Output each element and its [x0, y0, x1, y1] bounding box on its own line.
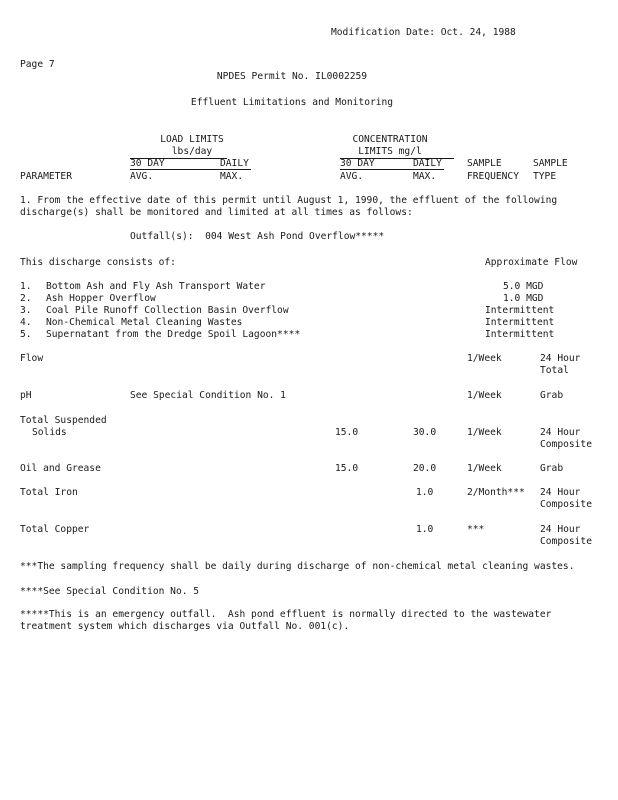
load-avg-subheader: AVG.	[130, 171, 154, 182]
parameter-name-line-2: Solids	[32, 427, 67, 438]
concentration-header: CONCENTRATION	[352, 134, 428, 145]
conc-avg-value: 15.0	[335, 463, 359, 474]
sample-type: 24 Hour	[540, 427, 581, 438]
sample-type: 24 Hour	[540, 353, 581, 364]
component-flow: Intermittent	[485, 317, 555, 328]
load-subheader-underline	[130, 169, 251, 170]
parameter-name: Flow	[20, 353, 44, 364]
sample-type-line-2: Total	[540, 365, 569, 376]
component-number: 4.	[20, 317, 32, 328]
component-name: Coal Pile Runoff Collection Basin Overflow	[46, 305, 289, 316]
load-max-subheader: MAX.	[220, 171, 244, 182]
component-flow: Intermittent	[485, 329, 555, 340]
footnote-emergency-outfall: *****This is an emergency outfall. Ash pond effluent is normally directed to the wastewater	[20, 609, 552, 620]
load-max-header: DAILY	[220, 158, 249, 169]
footnote-special-condition: ****See Special Condition No. 5	[20, 586, 200, 597]
concentration-units: LIMITS mg/l	[358, 146, 422, 157]
component-flow: Intermittent	[485, 305, 555, 316]
parameter-name: Total Copper	[20, 524, 90, 535]
component-flow: 5.0 MGD	[503, 281, 544, 292]
sample-frequency: 1/Week	[467, 353, 502, 364]
load-units: lbs/day	[171, 146, 213, 157]
sample-frequency: 1/Week	[467, 390, 502, 401]
conc-max-value: 1.0	[416, 524, 434, 535]
parameter-header: PARAMETER	[20, 171, 72, 182]
conc-max-value: 20.0	[413, 463, 437, 474]
conc-max-value: 30.0	[413, 427, 437, 438]
load-limits-header: LOAD LIMITS	[160, 134, 224, 145]
component-number: 2.	[20, 293, 32, 304]
approx-flow-heading: Approximate Flow	[485, 257, 578, 268]
modification-date: Modification Date: Oct. 24, 1988	[331, 27, 516, 38]
discharge-heading: This discharge consists of:	[20, 257, 176, 268]
sample-frequency: ***	[467, 524, 485, 535]
component-number: 1.	[20, 281, 32, 292]
component-number: 3.	[20, 305, 32, 316]
component-name: Ash Hopper Overflow	[46, 293, 156, 304]
intro-line-1: 1. From the effective date of this permit until August 1, 1990, the effluent of the following	[20, 195, 558, 206]
sample-type-line-2: Composite	[540, 536, 592, 547]
component-flow: 1.0 MGD	[503, 293, 544, 304]
sample-frequency: 1/Week	[467, 463, 502, 474]
sample-type: Grab	[540, 390, 564, 401]
component-name: Non-Chemical Metal Cleaning Wastes	[46, 317, 243, 328]
outfall-label: Outfall(s): 004 West Ash Pond Overflow*****	[130, 231, 385, 242]
sample-type: 24 Hour	[540, 524, 581, 535]
sample-type-line-2: Composite	[540, 439, 592, 450]
section-title: Effluent Limitations and Monitoring	[190, 97, 394, 108]
conc-avg-value: 15.0	[335, 427, 359, 438]
sample-type: 24 Hour	[540, 487, 581, 498]
conc-avg-header: 30 DAY	[340, 158, 375, 169]
parameter-name: Oil and Grease	[20, 463, 101, 474]
parameter-name: Total Suspended	[20, 415, 107, 426]
conc-avg-subheader: AVG.	[340, 171, 364, 182]
page-number: Page 7	[20, 59, 55, 70]
parameter-name: pH	[20, 390, 32, 401]
sample-frequency: 1/Week	[467, 427, 502, 438]
sample-type-subheader: TYPE	[533, 171, 557, 182]
sample-type: Grab	[540, 463, 564, 474]
footnote-sampling-frequency: ***The sampling frequency shall be daily during discharge of non-chemical metal cleaning wastes.	[20, 561, 575, 572]
component-name: Bottom Ash and Fly Ash Transport Water	[46, 281, 266, 292]
permit-number: NPDES Permit No. IL0002259	[216, 71, 368, 82]
parameter-name: Total Iron	[20, 487, 78, 498]
component-name: Supernatant from the Dredge Spoil Lagoon****	[46, 329, 301, 340]
parameter-note: See Special Condition No. 1	[130, 390, 286, 401]
component-number: 5.	[20, 329, 32, 340]
sample-frequency-subheader: FREQUENCY	[467, 171, 519, 182]
footnote-emergency-outfall-line-2: treatment system which discharges via Outfall No. 001(c).	[20, 621, 350, 632]
sample-frequency: 2/Month***	[467, 487, 525, 498]
sample-frequency-header: SAMPLE	[467, 158, 502, 169]
intro-line-2: discharge(s) shall be monitored and limited at all times as follows:	[20, 207, 413, 218]
conc-max-header: DAILY	[413, 158, 442, 169]
sample-type-line-2: Composite	[540, 499, 592, 510]
conc-subheader-underline	[340, 169, 444, 170]
conc-max-value: 1.0	[416, 487, 434, 498]
sample-type-header: SAMPLE	[533, 158, 568, 169]
load-avg-header: 30 DAY	[130, 158, 165, 169]
conc-max-subheader: MAX.	[413, 171, 437, 182]
